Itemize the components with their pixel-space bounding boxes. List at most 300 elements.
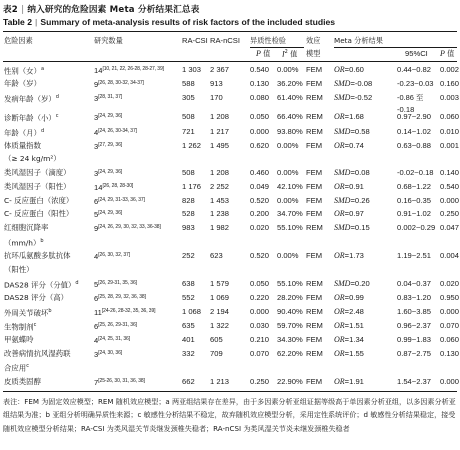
cell-p2-value: 0.002 — [440, 65, 460, 74]
effect-symbol: SMD — [334, 168, 351, 177]
reference-citation: [28, 31, 37] — [98, 94, 123, 100]
study-count: 4 — [94, 336, 99, 345]
cell-effect-size — [334, 111, 364, 122]
cell-ci: -0.86 至 — [397, 93, 424, 102]
study-count: 5 — [94, 280, 99, 289]
factor-text: DAS28 评分（分值） — [4, 280, 76, 290]
cell-p2-value: 0.070 — [440, 321, 460, 330]
reference-citation: [27, 29, 36] — [98, 142, 123, 148]
factor-footnote-mark: b — [40, 238, 44, 244]
cell-factor — [4, 292, 68, 303]
reference-citation: [24, 26, 30-34, 37] — [98, 128, 137, 134]
reference-citation: [24, 29, 36] — [98, 210, 123, 216]
cell-ra-ncsi: 913 — [210, 79, 223, 88]
factor-footnote-mark: c — [55, 113, 59, 119]
cell-ra-ncsi: 1 217 — [210, 127, 230, 136]
cell-effect-model: REM — [306, 127, 323, 136]
effect-symbol: SMD — [334, 196, 351, 205]
cell-factor — [4, 250, 71, 261]
table-title-en — [3, 17, 335, 27]
heterogeneity-rule — [250, 47, 304, 48]
cell-study-count — [94, 320, 137, 332]
effect-value: =1.51 — [344, 321, 364, 330]
cell-ci: 0.87~2.75 — [397, 349, 431, 358]
cell-ra-ncsi: 2 367 — [210, 65, 230, 74]
cell-ra-csi: 305 — [182, 93, 195, 102]
factor-footnote-mark: d — [55, 94, 59, 100]
cell-factor — [4, 348, 71, 359]
reference-citation: [24, 29, 31-33, 36, 37] — [98, 197, 145, 203]
cell-p-value: 0.220 — [250, 293, 270, 302]
study-count: 14 — [94, 183, 103, 192]
cell-ci: 0.002~0.29 — [397, 223, 436, 232]
cell-effect-size — [334, 348, 364, 359]
cell-ra-csi: 662 — [182, 377, 195, 386]
study-count: 14 — [94, 66, 103, 75]
cell-effect-model: REM — [306, 223, 323, 232]
study-count: 11 — [94, 308, 102, 317]
cell-factor — [4, 181, 71, 192]
cell-p-value: 0.250 — [250, 377, 270, 386]
effect-symbol: OR — [334, 251, 345, 260]
cell-p-value: 0.520 — [250, 196, 270, 205]
cell-effect-model: REM — [306, 93, 323, 102]
cell-ci: 0.68~1.22 — [397, 182, 431, 191]
factor-footnote-mark: c — [33, 322, 37, 328]
factor-text: 性别（女） — [4, 66, 41, 76]
effect-symbol: OR — [334, 321, 345, 330]
cell-ra-ncsi: 1 982 — [210, 223, 230, 232]
cell-factor — [4, 208, 73, 219]
study-count: 9 — [94, 224, 99, 233]
header-p: P 值 — [256, 49, 271, 58]
reference-citation: [25, 28, 29, 32, 36, 38] — [98, 294, 146, 300]
cell-i2-value: 34.70% — [277, 209, 303, 218]
factor-text: （mm/h） — [4, 238, 41, 248]
cell-p2-value: 0.160 — [440, 79, 460, 88]
cell-p-value: 0.210 — [250, 335, 270, 344]
cell-factor — [4, 361, 29, 373]
cell-effect-size — [334, 334, 364, 345]
cell-factor — [4, 195, 73, 206]
factor-footnote-mark: b — [48, 308, 52, 314]
table-label-cn: 表2 — [3, 5, 18, 15]
cell-ra-csi: 1 176 — [182, 182, 202, 191]
cell-p-value: 0.050 — [250, 112, 270, 121]
reference-citation: [25, 26, 29-31, 36] — [98, 322, 137, 328]
factor-text: C- 反应蛋白（阳性） — [4, 209, 74, 218]
reference-citation: [24, 26, 29, 30, 32, 33, 36-38] — [98, 224, 161, 230]
cell-i2-value: 0.00% — [277, 196, 299, 205]
cell-factor — [4, 236, 44, 248]
cell-i2-value: 61.40% — [277, 93, 303, 102]
cell-effect-model: FEM — [306, 196, 323, 205]
cell-ra-csi: 508 — [182, 168, 195, 177]
reference-citation: [24, 29, 36] — [98, 169, 123, 175]
cell-factor — [4, 264, 34, 275]
cell-ra-csi: 252 — [182, 251, 195, 260]
header-meta: Meta 分析结果 — [334, 36, 383, 45]
cell-effect-model: REM — [306, 279, 323, 288]
cell-study-count — [94, 376, 145, 388]
cell-ci: 1.60~3.85 — [397, 307, 431, 316]
cell-p-value: 0.520 — [250, 251, 270, 260]
header-studies: 研究数量 — [94, 36, 123, 45]
effect-symbol: OR — [334, 141, 345, 150]
table-row — [0, 361, 460, 377]
cell-effect-model: FEM — [306, 377, 323, 386]
effect-value: =0.74 — [344, 141, 364, 150]
study-count: 9 — [94, 80, 99, 89]
effect-value: =1.34 — [344, 335, 364, 344]
factor-footnote-mark: d — [75, 280, 79, 286]
cell-p2-value: 0.250 — [440, 209, 460, 218]
cell-effect-model: FEM — [306, 182, 323, 191]
study-count: 3 — [94, 169, 99, 178]
cell-effect-model: REM — [306, 349, 323, 358]
cell-study-count — [94, 306, 155, 318]
cell-effect-model: REM — [306, 321, 323, 330]
cell-ci-continued: -0.18 — [397, 105, 415, 114]
factor-text: （≥ 24 kg/m²） — [4, 154, 61, 163]
cell-study-count — [94, 111, 122, 123]
cell-i2-value: 0.00% — [277, 65, 299, 74]
header-ra-csi: RA-CSI — [182, 36, 208, 45]
effect-symbol: OR — [334, 307, 345, 316]
cell-factor — [4, 64, 44, 76]
cell-ra-csi: 638 — [182, 279, 195, 288]
cell-i2-value: 28.20% — [277, 293, 303, 302]
cell-effect-size — [334, 92, 372, 103]
table-title-cn — [3, 3, 200, 15]
cell-ci: 0.96~2.37 — [397, 321, 431, 330]
cell-p-value: 0.540 — [250, 65, 270, 74]
cell-ra-csi: 588 — [182, 79, 195, 88]
effect-value: =0.97 — [344, 209, 364, 218]
cell-factor — [4, 78, 41, 89]
cell-effect-size — [334, 376, 364, 387]
effect-value: =0.15 — [350, 223, 370, 232]
cell-ra-ncsi: 1 069 — [210, 293, 230, 302]
title-separator: | — [34, 17, 38, 27]
reference-citation: [24, 29, 36] — [98, 113, 123, 119]
cell-p2-value: 0.000 — [440, 377, 460, 386]
cell-ci: 0.97~2.90 — [397, 112, 431, 121]
cell-p2-value: 0.540 — [440, 182, 460, 191]
cell-study-count — [94, 278, 137, 290]
factor-footnote-mark: c — [26, 363, 29, 369]
cell-p-value: 0.000 — [250, 127, 270, 136]
study-count: 4 — [94, 128, 99, 137]
cell-study-count — [94, 334, 130, 346]
cell-factor — [4, 126, 44, 138]
cell-ci: 1.19~2.51 — [397, 251, 431, 260]
cell-effect-size — [334, 320, 364, 331]
cell-effect-model: FEM — [306, 65, 323, 74]
reference-citation: [24, 25, 31, 36] — [98, 336, 130, 342]
cell-study-count — [94, 208, 122, 220]
cell-ra-ncsi: 623 — [210, 251, 223, 260]
study-count: 6 — [94, 197, 99, 206]
cell-effect-size — [334, 181, 364, 192]
cell-p2-value: 0.950 — [440, 293, 460, 302]
factor-text: 年龄（月） — [4, 128, 41, 138]
cell-study-count — [94, 292, 146, 304]
cell-ra-csi: 1 068 — [182, 307, 202, 316]
cell-effect-size — [334, 78, 372, 89]
effect-value: =2.48 — [344, 307, 364, 316]
cell-ra-ncsi: 1 579 — [210, 279, 230, 288]
cell-effect-size — [334, 126, 370, 137]
header-heterogeneity: 异质性检验 — [250, 36, 286, 45]
factor-text: 发病年龄（岁） — [4, 94, 56, 104]
cell-study-count — [94, 64, 164, 76]
cell-p-value: 0.620 — [250, 141, 270, 150]
factor-text: C- 反应蛋白（浓度） — [4, 196, 74, 205]
effect-value: =0.99 — [344, 293, 364, 302]
effect-value: =1.55 — [344, 349, 364, 358]
cell-p2-value: 0.060 — [440, 335, 460, 344]
cell-factor — [4, 376, 41, 387]
effect-symbol: SMD — [334, 223, 351, 232]
effect-symbol: OR — [334, 293, 345, 302]
cell-p-value: 0.200 — [250, 209, 270, 218]
effect-symbol: SMD — [334, 127, 351, 136]
cell-study-count — [94, 78, 144, 90]
study-count: 3 — [94, 142, 99, 151]
cell-ra-ncsi: 1 238 — [210, 209, 230, 218]
study-count: 7 — [94, 378, 99, 387]
study-count: 5 — [94, 210, 99, 219]
factor-text: 外周关节破坏 — [4, 308, 49, 318]
cell-effect-size — [334, 208, 364, 219]
effect-value: =1.68 — [344, 112, 364, 121]
cell-p2-value: 0.000 — [440, 307, 460, 316]
table-row — [0, 111, 460, 127]
effect-value: =0.08 — [350, 168, 370, 177]
cell-p2-value: 0.140 — [440, 168, 460, 177]
factor-text: 生物制剂 — [4, 322, 34, 332]
table-top-rule — [3, 31, 457, 32]
reference-citation: [24-26, 28-32, 35, 36, 39] — [101, 308, 156, 314]
cell-ra-csi: 508 — [182, 112, 195, 121]
cell-effect-model: FEM — [306, 335, 323, 344]
reference-citation: [25-26, 30, 31, 36, 38] — [98, 378, 145, 384]
cell-ra-csi: 552 — [182, 293, 195, 302]
effect-value: =0.26 — [350, 196, 370, 205]
cell-factor — [4, 167, 71, 178]
cell-study-count — [94, 92, 122, 104]
reference-citation: [26, 28, 28-30] — [102, 183, 134, 189]
cell-i2-value: 55.10% — [277, 223, 303, 232]
cell-study-count — [94, 222, 161, 234]
cell-ra-ncsi: 1 213 — [210, 377, 230, 386]
cell-p2-value: 0.047 — [440, 223, 460, 232]
meta-rule — [334, 47, 457, 48]
effect-symbol: OR — [334, 377, 345, 386]
effect-value: =0.91 — [344, 182, 364, 191]
cell-factor — [4, 92, 59, 104]
cell-factor — [4, 320, 36, 332]
cell-effect-model: FEM — [306, 209, 323, 218]
cell-factor — [4, 153, 61, 164]
effect-value: =1.91 — [344, 377, 364, 386]
cell-p2-value: 0.060 — [440, 112, 460, 121]
cell-i2-value: 42.10% — [277, 182, 303, 191]
cell-effect-size — [334, 250, 364, 261]
cell-i2-value: 36.20% — [277, 79, 303, 88]
cell-study-count — [94, 126, 137, 138]
table-bottom-rule — [3, 391, 457, 392]
reference-citation: [24, 30, 36] — [98, 350, 123, 356]
factor-text: 年龄（岁） — [4, 79, 41, 88]
factor-text: 改善病情抗风湿药联 — [4, 349, 71, 358]
cell-p-value: 0.050 — [250, 279, 270, 288]
cell-effect-model: FEM — [306, 141, 323, 150]
cell-p-value: 0.130 — [250, 79, 270, 88]
table-footnote: 表注：FEM 为固定效应模型；REM 随机效应模型；a 两亚组结果存在差异，由于多因素分析亚组证据等级高于单因素分析亚组，以多因素分析亚组结果为准；b 亚组分析明确异质性来源；c 敏感性分析结果不稳定，故弃随机效应模型分析，采用定性系统评价；d 敏感性分析结果稳定，接受随机效应模型分析结果；RA-CSI 为类风湿关节炎继发颈椎失稳者；RA-nCSI 为类风湿关节炎未继发颈椎失稳者 — [3, 397, 456, 433]
cell-p-value: 0.080 — [250, 93, 270, 102]
effect-value: =0.60 — [344, 65, 364, 74]
effect-symbol: OR — [334, 209, 345, 218]
factor-text: 合应用 — [4, 363, 27, 373]
cell-p2-value: 0.000 — [440, 196, 460, 205]
cell-p-value: 0.020 — [250, 223, 270, 232]
cell-i2-value: 55.10% — [277, 279, 303, 288]
factor-text: 类风湿因子（滴度） — [4, 168, 71, 177]
cell-ci: 0.16~0.35 — [397, 196, 431, 205]
cell-effect-size — [334, 195, 370, 206]
table-row — [0, 376, 460, 392]
reference-citation: [26, 29-31, 35, 36] — [98, 280, 137, 286]
effect-symbol: OR — [334, 182, 345, 191]
cell-ra-ncsi: 2 194 — [210, 307, 230, 316]
effect-symbol: OR — [334, 112, 345, 121]
table-title-cn-text: 纳入研究的危险因素 Meta 分析结果汇总表 — [27, 5, 200, 15]
cell-study-count — [94, 195, 145, 207]
effect-symbol: OR — [334, 349, 345, 358]
cell-ra-csi: 983 — [182, 223, 195, 232]
cell-ci: 0.99~1.83 — [397, 335, 431, 344]
cell-p-value: 0.049 — [250, 182, 270, 191]
cell-ra-ncsi: 170 — [210, 93, 223, 102]
cell-ci: 0.44~0.82 — [397, 65, 431, 74]
cell-study-count — [94, 250, 130, 262]
cell-ci: 0.14~1.02 — [397, 127, 431, 136]
factor-text: 体质量指数 — [4, 141, 41, 150]
header-p2: P 值 — [440, 49, 455, 58]
effect-symbol: SMD — [334, 279, 351, 288]
title-separator: | — [20, 5, 25, 15]
cell-ra-csi: 828 — [182, 196, 195, 205]
effect-symbol: SMD — [334, 93, 351, 102]
reference-citation: [26, 30, 32, 37] — [98, 252, 130, 258]
cell-i2-value: 66.40% — [277, 112, 303, 121]
cell-i2-value: 90.40% — [277, 307, 303, 316]
cell-i2-value: 93.80% — [277, 127, 303, 136]
cell-ra-ncsi: 605 — [210, 335, 223, 344]
cell-p-value: 0.000 — [250, 307, 270, 316]
cell-ra-csi: 721 — [182, 127, 195, 136]
cell-study-count — [94, 181, 133, 193]
effect-symbol: OR — [334, 335, 345, 344]
cell-ci: 1.54~2.37 — [397, 377, 431, 386]
cell-ci: 0.63~0.88 — [397, 141, 431, 150]
cell-p-value: 0.070 — [250, 349, 270, 358]
cell-factor — [4, 140, 41, 151]
reference-citation: [26, 28, 30-32, 34-37] — [98, 80, 144, 86]
cell-p2-value: 0.003 — [440, 93, 460, 102]
cell-i2-value: 62.20% — [277, 349, 303, 358]
cell-factor — [4, 222, 48, 233]
cell-ci: 0.91~1.02 — [397, 209, 431, 218]
cell-effect-size — [334, 167, 370, 178]
cell-p-value: 0.460 — [250, 168, 270, 177]
cell-effect-size — [334, 140, 364, 151]
effect-value: =0.58 — [350, 127, 370, 136]
factor-text: 甲氨蝶呤 — [4, 335, 34, 344]
effect-symbol: SMD — [334, 79, 351, 88]
study-count: 3 — [94, 94, 99, 103]
cell-study-count — [94, 348, 122, 360]
cell-ra-ncsi: 1 208 — [210, 112, 230, 121]
cell-effect-model: FEM — [306, 251, 323, 260]
reference-citation: [10, 21, 22, 26-28, 28-27, 39] — [102, 66, 164, 72]
factor-footnote-mark: a — [40, 66, 45, 72]
header-ra-ncsi: RA-nCSI — [210, 36, 240, 45]
cell-ci: 0.04~0.37 — [397, 279, 431, 288]
cell-p-value: 0.030 — [250, 321, 270, 330]
cell-ra-ncsi: 1 322 — [210, 321, 230, 330]
header-factor: 危险因素 — [4, 36, 33, 45]
study-count: 3 — [94, 113, 99, 122]
cell-ra-csi: 401 — [182, 335, 195, 344]
header-i2: $I^2$ 值 — [282, 49, 298, 59]
cell-effect-model: REM — [306, 112, 323, 121]
header-model-line2: 模型 — [306, 49, 321, 58]
table-title-en-text: Summary of meta-analysis results of risk factors of the included studies — [40, 17, 336, 27]
effect-value: =-0.08 — [350, 79, 373, 88]
factor-text: 类风湿因子（阳性） — [4, 182, 71, 191]
cell-ra-ncsi: 1 495 — [210, 141, 230, 150]
cell-study-count — [94, 167, 122, 179]
cell-p2-value: 0.001 — [440, 141, 460, 150]
factor-text: 抗环瓜氨酸多肽抗体 — [4, 251, 71, 260]
header-model-line1: 效应 — [306, 36, 321, 45]
effect-value: =-0.52 — [350, 93, 373, 102]
study-count: 6 — [94, 294, 99, 303]
effect-value: =0.20 — [350, 279, 370, 288]
cell-effect-size — [334, 278, 370, 289]
factor-text: 皮质类固醇 — [4, 377, 41, 386]
cell-ra-ncsi: 2 252 — [210, 182, 230, 191]
study-count: 4 — [94, 252, 99, 261]
factor-footnote-mark: d — [40, 128, 45, 134]
effect-value: =1.73 — [344, 251, 364, 260]
effect-symbol: OR — [334, 65, 345, 74]
cell-ra-csi: 1 303 — [182, 65, 202, 74]
cell-study-count — [94, 140, 122, 152]
cell-ra-ncsi: 1 208 — [210, 168, 230, 177]
factor-text: DAS28 评分（高） — [4, 293, 69, 302]
cell-effect-size — [334, 306, 364, 317]
factor-text: 诊断年龄（小） — [4, 113, 56, 123]
cell-p2-value: 0.130 — [440, 349, 460, 358]
cell-ci: -0.02~0.18 — [397, 168, 434, 177]
cell-effect-size — [334, 64, 364, 75]
cell-i2-value: 22.90% — [277, 377, 303, 386]
cell-i2-value: 34.30% — [277, 335, 303, 344]
